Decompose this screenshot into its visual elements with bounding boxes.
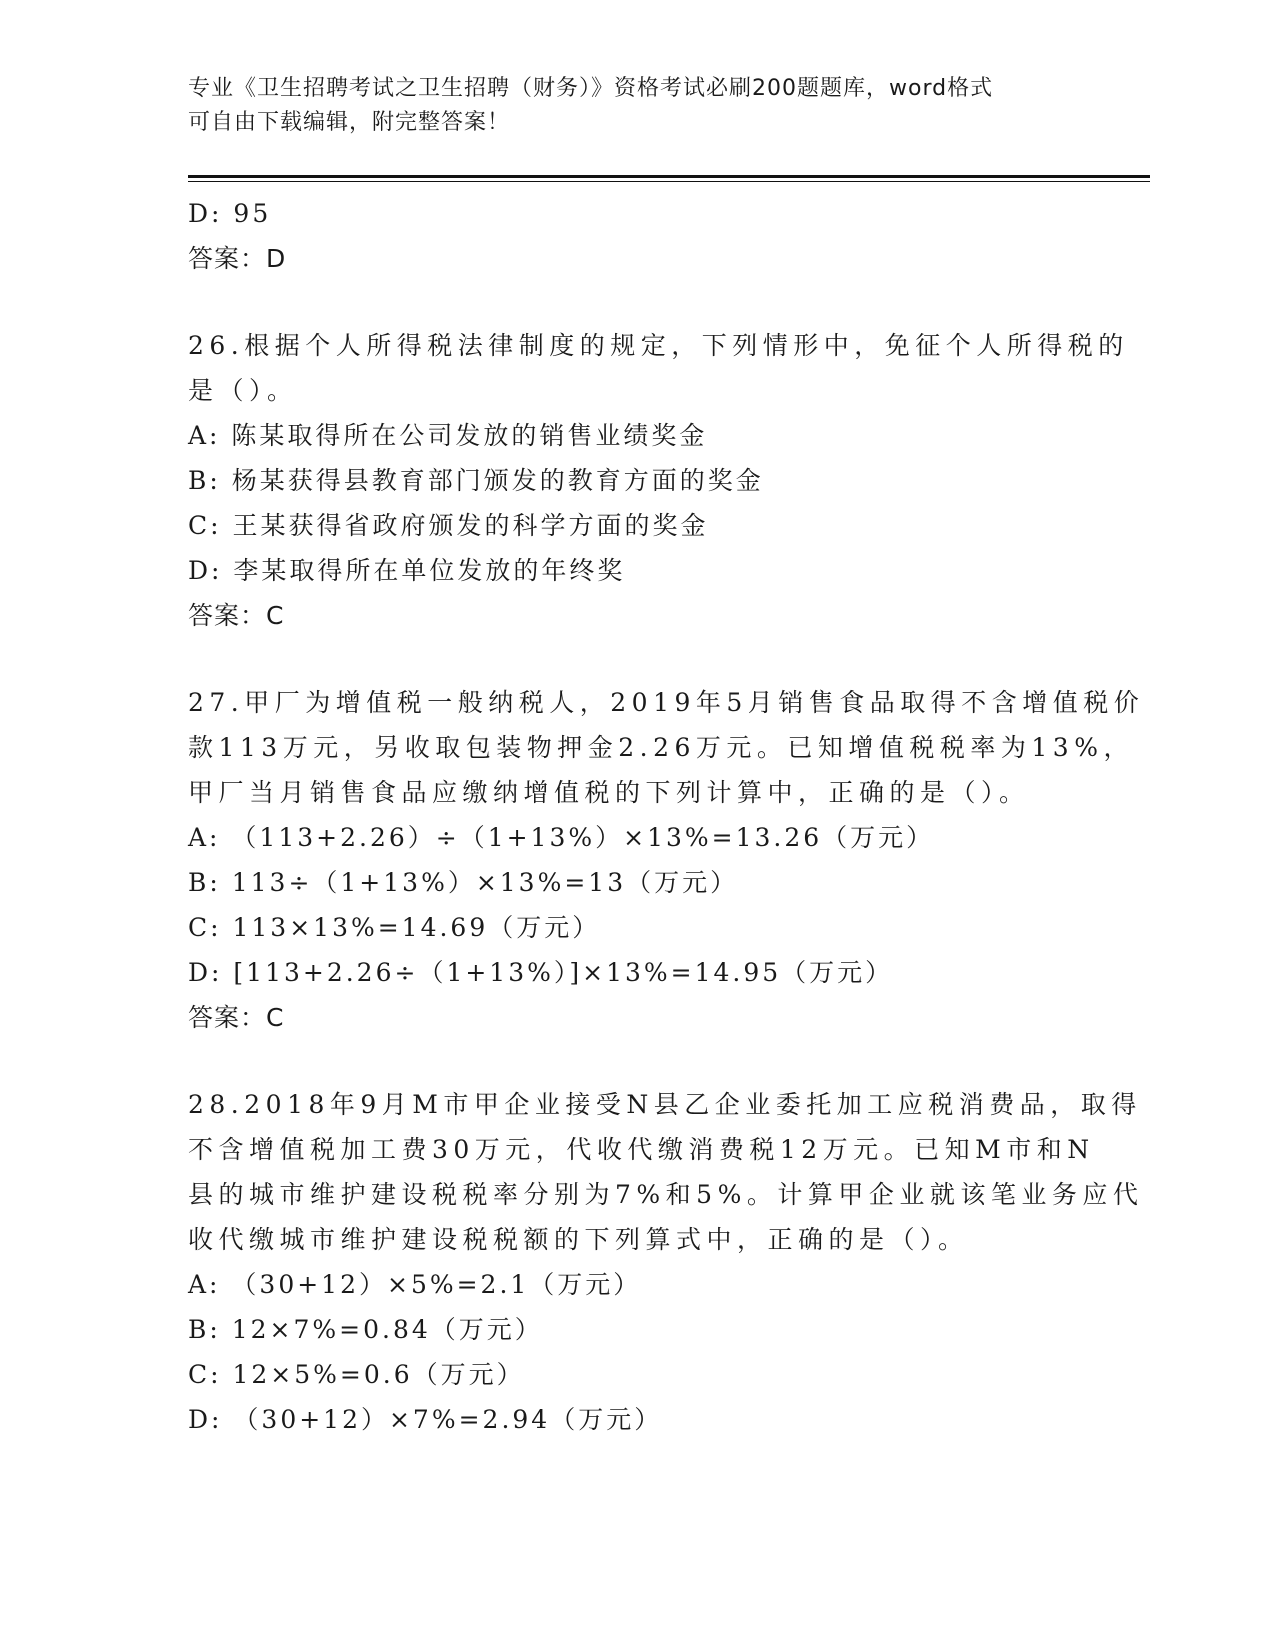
option-b: B: 12×7%=0.84（万元） — [188, 1315, 543, 1344]
option-d: D: 李某取得所在单位发放的年终奖 — [188, 556, 626, 585]
question-stem-line: 县的城市维护建设税税率分别为7%和5%。计算甲企业就该笔业务应代 — [188, 1180, 1144, 1209]
question-stem-line: 28.2018年9月M市甲企业接受N县乙企业委托加工应税消费品，取得 — [188, 1090, 1142, 1119]
answer-line: 答案：C — [188, 601, 285, 630]
option-c: C: 12×5%=0.6（万元） — [188, 1360, 525, 1389]
answer-line: 答案：D — [188, 244, 287, 273]
option-a: A: 陈某取得所在公司发放的销售业绩奖金 — [188, 421, 708, 450]
option-a: A: （113+2.26）÷（1+13%）×13%=13.26（万元） — [188, 823, 935, 852]
question-stem-line: 收代缴城市维护建设税税额的下列算式中，正确的是（）。 — [188, 1225, 969, 1254]
header-line-2: 可自由下载编辑，附完整答案！ — [188, 110, 511, 135]
option-d: D: 95 — [188, 199, 272, 228]
header-rule-thick — [188, 175, 1150, 178]
header-line-1: 专业《卫生招聘考试之卫生招聘（财务）》资格考试必刷200题题库，word格式 — [188, 76, 994, 101]
option-d: D: [113+2.26÷（1+13%）]×13%=14.95（万元） — [188, 958, 894, 987]
question-stem-line: 不含增值税加工费30万元，代收代缴消费税12万元。已知M市和N — [188, 1135, 1095, 1164]
question-stem-line: 款113万元，另收取包装物押金2.26万元。已知增值税税率为13%， — [188, 733, 1134, 762]
option-a: A: （30+12）×5%=2.1（万元） — [188, 1270, 642, 1299]
question-28 — [188, 1082, 1144, 1442]
header-rule-thin — [188, 181, 1150, 182]
option-d: D: （30+12）×7%=2.94（万元） — [188, 1405, 663, 1434]
question-stem-line: 是（）。 — [188, 376, 298, 405]
option-c: C: 113×13%=14.69（万元） — [188, 913, 601, 942]
question-26 — [188, 323, 1129, 638]
document-header — [188, 72, 1088, 140]
question-stem-line: 27.甲厂为增值税一般纳税人，2019年5月销售食品取得不含增值税价 — [188, 688, 1145, 717]
question-27 — [188, 680, 1145, 1040]
answer-line: 答案：C — [188, 1003, 285, 1032]
question-content — [188, 191, 1145, 1442]
question-stem-line: 甲厂当月销售食品应缴纳增值税的下列计算中，正确的是（）。 — [188, 778, 1030, 807]
option-c: C: 王某获得省政府颁发的科学方面的奖金 — [188, 511, 709, 540]
option-b: B: 杨某获得县教育部门颁发的教育方面的奖金 — [188, 466, 764, 495]
question-stem-line: 26.根据个人所得税法律制度的规定，下列情形中，免征个人所得税的 — [188, 331, 1129, 360]
option-b: B: 113÷（1+13%）×13%=13（万元） — [188, 868, 739, 897]
